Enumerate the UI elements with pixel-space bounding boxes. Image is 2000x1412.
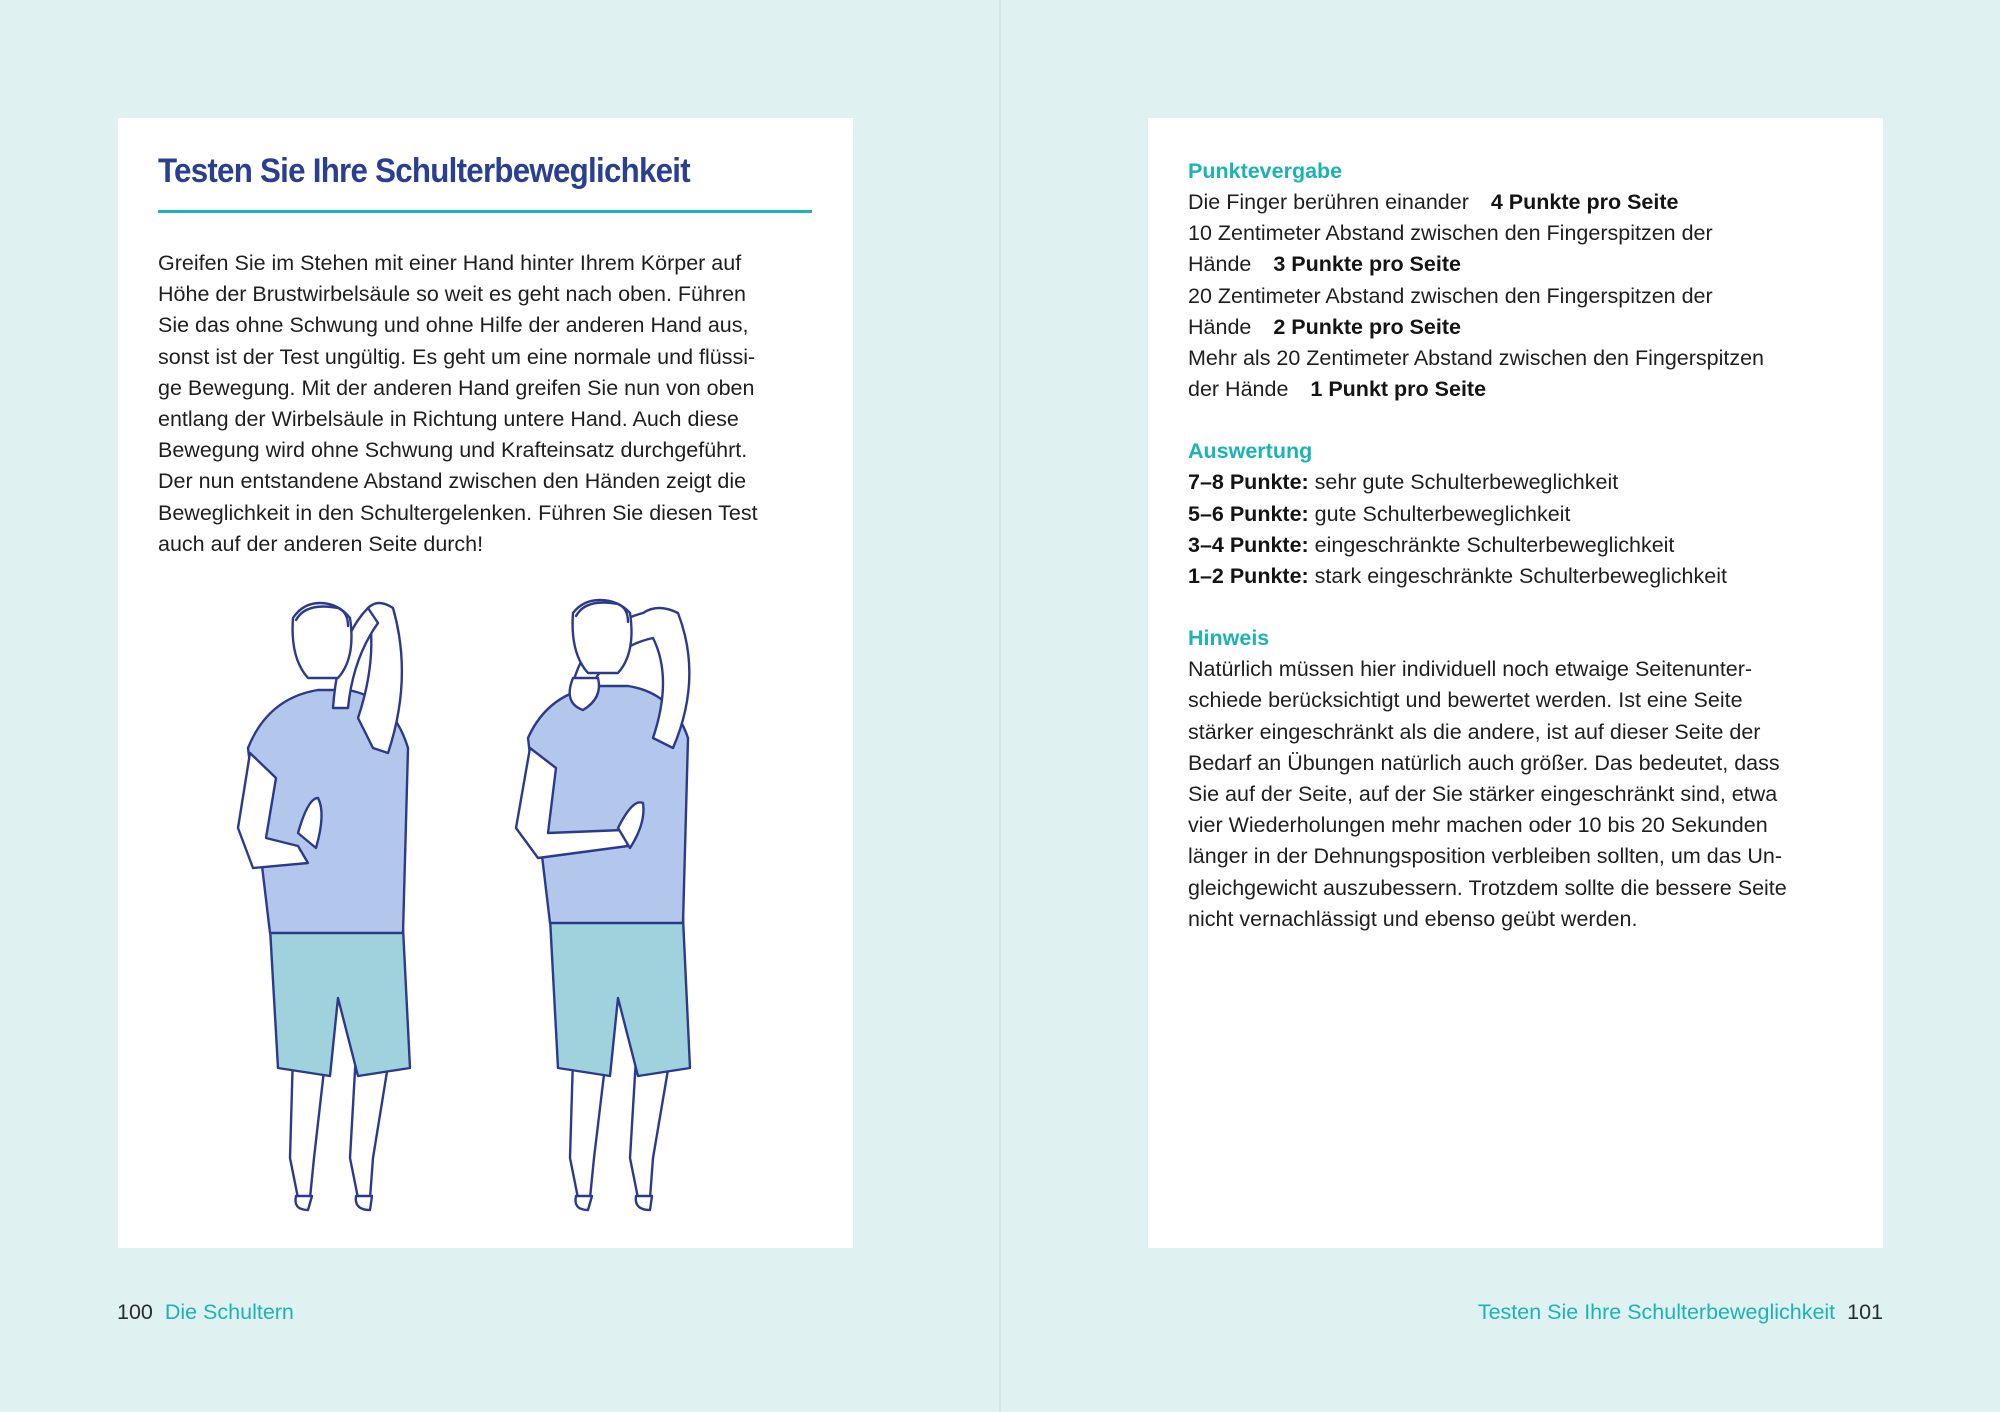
evaluation-text: sehr gute Schulterbeweglichkeit (1308, 470, 1619, 495)
intro-line: Höhe der Brustwirbelsäule so weit es geht nach oben. Führen (158, 282, 747, 307)
intro-line: Bewegung wird ohne Schwung und Krafteinsatz durchgeführt. (158, 438, 748, 463)
evaluation-line (1188, 467, 1848, 498)
hinweis-line: schiede berücksichtigt und bewertet werden. Ist eine Seite (1188, 688, 1743, 713)
hinweis-line: stärker eingeschränkt als die andere, ist auf dieser Seite der (1188, 719, 1761, 744)
score-text: der Hände (1188, 377, 1289, 402)
intro-line: Beweglichkeit in den Schultergelenken. Führen Sie diesen Test (158, 500, 758, 525)
evaluation-text: stark eingeschränkte Schulterbeweglichkeit (1308, 564, 1727, 589)
intro-line: Greifen Sie im Stehen mit einer Hand hinter Ihrem Körper auf (158, 251, 742, 275)
hinweis-line: Natürlich müssen hier individuell noch etwaige Seitenunter- (1188, 657, 1753, 682)
figure-left-illustration (238, 603, 410, 1210)
evaluation-line (1188, 499, 1848, 530)
score-text: Die Finger berühren einander (1188, 190, 1469, 214)
score-points: 4 Punkte pro Seite (1490, 190, 1679, 214)
figure-right-illustration (516, 600, 690, 1210)
hinweis-line: länger in der Dehnungsposition verbleiben sollten, um das Un- (1188, 844, 1782, 869)
intro-line: entlang der Wirbelsäule in Richtung untere Hand. Auch diese (158, 407, 739, 432)
evaluation-score: 7–8 Punkte: (1188, 470, 1309, 495)
score-points: 1 Punkt pro Seite (1310, 377, 1487, 402)
evaluation-score: 3–4 Punkte: (1188, 532, 1309, 557)
left-page-card (118, 118, 853, 1248)
right-page-card (1148, 118, 1883, 1248)
intro-line: Sie das ohne Schwung und ohne Hilfe der anderen Hand aus, (158, 313, 749, 338)
intro-line: sonst ist der Test ungültig. Es geht um eine normale und flüssi- (158, 344, 756, 369)
hinweis-heading: Hinweis (1188, 626, 1270, 651)
score-line: 20 Zentimeter Abstand zwischen den Fingerspitzen der (1188, 283, 1713, 308)
shoulder-test-illustration (198, 598, 758, 1238)
hinweis-line: Bedarf an Übungen natürlich auch größer. Das bedeutet, dass (1188, 750, 1780, 775)
evaluation-score: 1–2 Punkte: (1188, 564, 1309, 589)
page-number-left: 100 (117, 1300, 153, 1324)
footer-section-right: Testen Sie Ihre Schulterbeweglichkeit (1477, 1300, 1836, 1324)
score-points: 3 Punkte pro Seite (1273, 252, 1461, 277)
evaluation-score: 5–6 Punkte: (1188, 501, 1309, 526)
score-text: Hände (1188, 314, 1252, 339)
hinweis-line: Sie auf der Seite, auf der Sie stärker eingeschränkt sind, etwa (1188, 782, 1778, 807)
score-points: 2 Punkte pro Seite (1273, 314, 1461, 339)
hinweis-line: gleichgewicht auszubessern. Trotzdem sollte die bessere Seite (1188, 875, 1787, 900)
score-line (1188, 249, 1848, 280)
score-line: Mehr als 20 Zentimeter Abstand zwischen den Fingerspitzen (1188, 346, 1765, 371)
auswertung-heading: Auswertung (1188, 439, 1313, 464)
hinweis-line: nicht vernachlässigt und ebenso geübt werden. (1188, 906, 1638, 931)
intro-line: Der nun entstandene Abstand zwischen den Händen zeigt die (158, 469, 747, 494)
hinweis-line: vier Wiederholungen mehr machen oder 10 bis 20 Sekunden (1188, 813, 1768, 838)
evaluation-line (1188, 530, 1848, 561)
score-line (1188, 374, 1848, 405)
title-underline (158, 210, 812, 213)
footer-section-left: Die Schultern (164, 1300, 294, 1324)
score-line (1188, 312, 1848, 343)
left-footer (117, 1300, 294, 1325)
intro-paragraph (158, 248, 818, 560)
page-title: Testen Sie Ihre Schulterbeweglichkeit (158, 152, 690, 190)
punktevergabe-heading: Punktevergabe (1188, 159, 1343, 183)
evaluation-text: eingeschränkte Schulterbeweglichkeit (1308, 532, 1675, 557)
spine-divider (999, 0, 1001, 1412)
right-page-content (1188, 156, 1848, 935)
right-footer (1478, 1300, 1883, 1325)
score-text: Hände (1188, 252, 1252, 277)
evaluation-text: gute Schulterbeweglichkeit (1308, 501, 1571, 526)
score-line (1188, 187, 1848, 218)
score-line: 10 Zentimeter Abstand zwischen den Fingerspitzen der (1188, 221, 1713, 246)
intro-line: ge Bewegung. Mit der anderen Hand greifen Sie nun von oben (158, 375, 755, 400)
page-number-right: 101 (1847, 1300, 1883, 1324)
intro-line: auch auf der anderen Seite durch! (158, 531, 484, 556)
evaluation-line (1188, 561, 1848, 592)
